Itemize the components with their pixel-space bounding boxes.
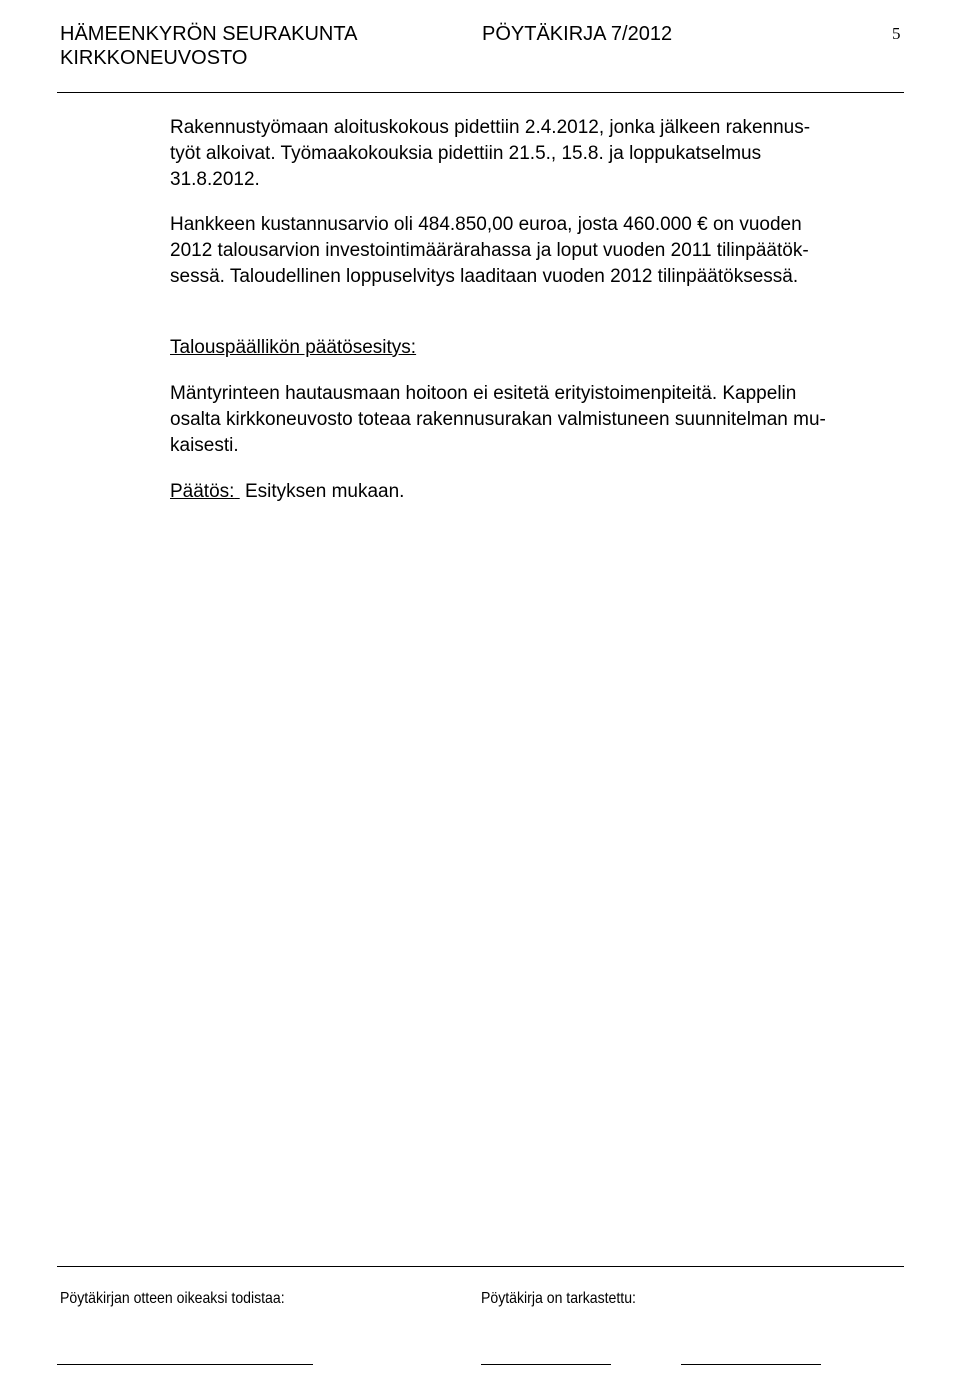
decision-label: Päätös: bbox=[170, 481, 235, 502]
paragraph-cost-estimate bbox=[170, 212, 910, 290]
signature-line-checker-2 bbox=[681, 1364, 821, 1365]
text-line: osalta kirkkoneuvosto toteaa rakennusurakan valmistuneen suunnitelman mu- bbox=[170, 409, 826, 430]
board-name: KIRKKONEUVOSTO bbox=[60, 47, 248, 69]
text-line: 31.8.2012. bbox=[170, 169, 260, 190]
document-title: PÖYTÄKIRJA 7/2012 bbox=[482, 23, 673, 45]
header-rule bbox=[57, 92, 904, 93]
certified-label: Pöytäkirjan otteen oikeaksi todistaa: bbox=[60, 1290, 285, 1307]
organization-name: HÄMEENKYRÖN SEURAKUNTA bbox=[60, 23, 358, 45]
footer-rule bbox=[57, 1266, 904, 1267]
decision bbox=[170, 479, 910, 505]
paragraph-proposal bbox=[170, 381, 910, 459]
proposal-heading-text: Talouspäällikön päätösesitys: bbox=[170, 337, 417, 358]
text-line: Hankkeen kustannusarvio oli 484.850,00 euroa, josta 460.000 € on vuoden bbox=[170, 214, 802, 235]
signature-line-certifier bbox=[57, 1364, 313, 1365]
text-line: Rakennustyömaan aloituskokous pidettiin 2.4.2012, jonka jälkeen rakennus- bbox=[170, 117, 811, 138]
text-line: 2012 talousarvion investointimäärärahassa ja loput vuoden 2011 tilinpäätök- bbox=[170, 240, 809, 261]
text-line: kaisesti. bbox=[170, 435, 239, 456]
page-number: 5 bbox=[892, 24, 901, 43]
proposal-heading bbox=[170, 335, 910, 361]
text-line: sessä. Taloudellinen loppuselvitys laaditaan vuoden 2012 tilinpäätöksessä. bbox=[170, 266, 799, 287]
decision-text: Esityksen mukaan. bbox=[239, 481, 405, 502]
text-line: työt alkoivat. Työmaakokouksia pidettiin 21.5., 15.8. ja loppukatselmus bbox=[170, 143, 762, 164]
signature-line-checker-1 bbox=[481, 1364, 611, 1365]
text-line: Mäntyrinteen hautausmaan hoitoon ei esitetä erityistoimenpiteitä. Kappelin bbox=[170, 383, 797, 404]
paragraph-construction-meetings bbox=[170, 115, 910, 193]
checked-label: Pöytäkirja on tarkastettu: bbox=[481, 1290, 636, 1307]
